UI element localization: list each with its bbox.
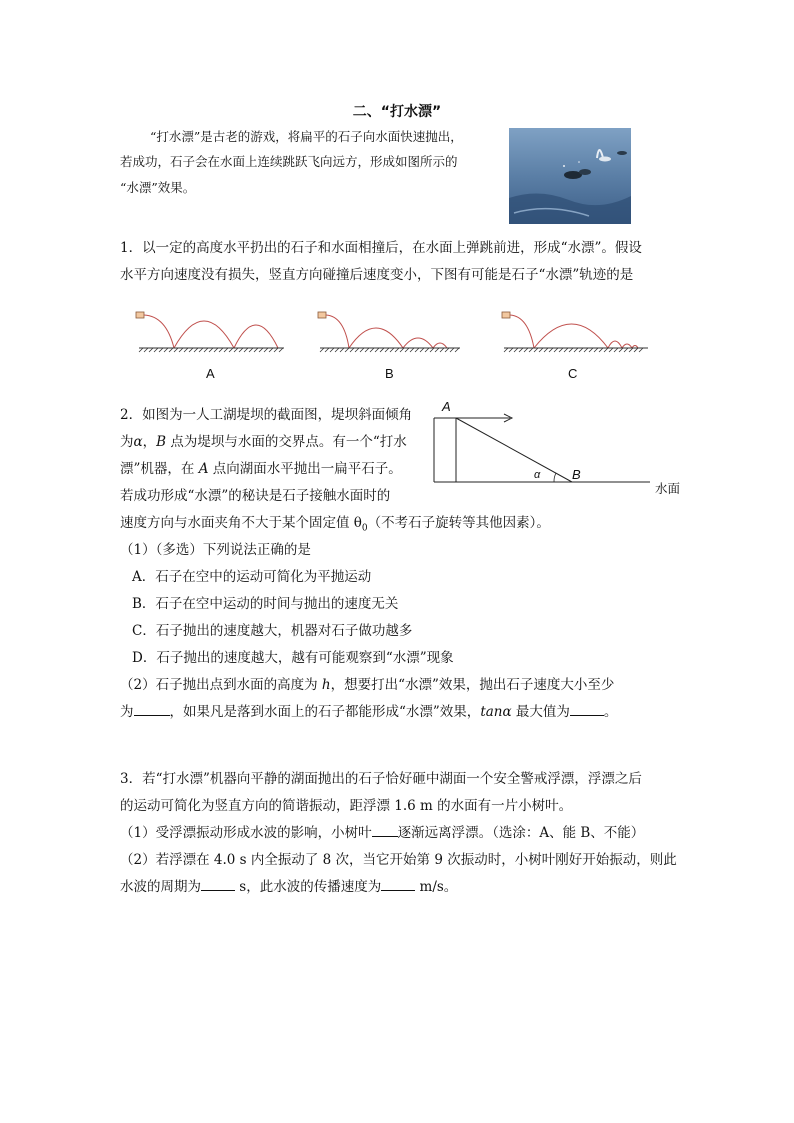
diagram-label-a: A: [442, 399, 451, 414]
diagram-label-b: B: [572, 467, 581, 482]
intro-line-1: “打水漂”是古老的游戏，将扁平的石子向水面快速抛出，: [150, 129, 463, 144]
q2-line-3: 漂”机器，在 A 点向湖面水平抛出一扁平石子。: [120, 461, 402, 477]
q2-option-b: B．石子在空中运动的时间与抛出的速度无关: [132, 596, 399, 612]
answer-blank[interactable]: [372, 824, 398, 837]
trajectory-c: [500, 308, 650, 354]
dam-diagram: [432, 398, 652, 488]
trajectory-a: [134, 308, 286, 354]
option-label-b: B: [385, 366, 394, 381]
answer-blank[interactable]: [134, 703, 170, 716]
q2-line-5: 速度方向与水面夹角不大于某个固定值 $\theta_0$（不考石子旋转等其他因素）。: [120, 515, 550, 534]
q3-sub-2-line-2: 水波的周期为 s，此水波的传播速度为 m/s。: [120, 879, 458, 895]
q3-sub-1: （1）受浮漂振动形成水波的影响，小树叶 逐渐远离浮漂。（选涂：A、能 B、不能）: [120, 825, 645, 841]
answer-blank[interactable]: [201, 878, 235, 891]
option-label-c: C: [568, 366, 578, 381]
q1-line-1: 1．以一定的高度水平扔出的石子和水面相撞后，在水面上弹跳前进，形成“水漂”。假设: [120, 240, 642, 256]
intro-line-2: 若成功，石子会在水面上连续跳跃飞向远方，形成如图所示的: [120, 154, 458, 169]
q2-line-4: 若成功形成“水漂”的秘诀是石子接触水面时的: [120, 488, 391, 504]
diagram-label-water: 水面: [655, 481, 681, 496]
section-title: 二、“打水漂”: [352, 104, 442, 120]
q2-sub-2-line-2: 为 ，如果凡是落到水面上的石子都能形成“水漂”效果，tanα 最大值为 。: [120, 704, 618, 720]
q1-line-2: 水平方向速度没有损失，竖直方向碰撞后速度变小，下图有可能是石子“水漂”轨迹的是: [120, 267, 634, 283]
q2-option-d: D．石子抛出的速度越大，越有可能观察到“水漂”现象: [132, 650, 454, 666]
q2-line-2: 为α，B 点为堤坝与水面的交界点。有一个“打水: [120, 434, 407, 450]
intro-line-3: “水漂”效果。: [120, 180, 196, 195]
q2-sub-1: （1）（多选）下列说法正确的是: [120, 542, 311, 558]
q2-sub-2-line-1: （2）石子抛出点到水面的高度为 h，想要打出“水漂”效果，抛出石子速度大小至少: [120, 677, 615, 693]
q3-sub-2-line-1: （2）若浮漂在 4.0 s 内全振动了 8 次，当它开始第 9 次振动时，小树叶刚好开始振动，则此: [120, 852, 677, 868]
q2-option-c: C．石子抛出的速度越大，机器对石子做功越多: [132, 623, 413, 639]
answer-blank[interactable]: [570, 703, 604, 716]
option-label-a: A: [206, 366, 215, 381]
q2-line-1: 2．如图为一人工湖堤坝的截面图，堤坝斜面倾角: [120, 407, 413, 423]
diagram-label-alpha: α: [534, 469, 541, 481]
stone-skipping-photo: [509, 128, 631, 224]
q2-option-a: A．石子在空中的运动可简化为平抛运动: [132, 569, 372, 585]
answer-blank[interactable]: [381, 878, 415, 891]
trajectory-b: [316, 308, 462, 354]
q3-line-2: 的运动可简化为竖直方向的简谐振动，距浮漂 1.6 m 的水面有一片小树叶。: [120, 798, 573, 814]
q3-line-1: 3．若“打水漂”机器向平静的湖面抛出的石子恰好砸中湖面一个安全警戒浮漂，浮漂之后: [120, 771, 642, 787]
